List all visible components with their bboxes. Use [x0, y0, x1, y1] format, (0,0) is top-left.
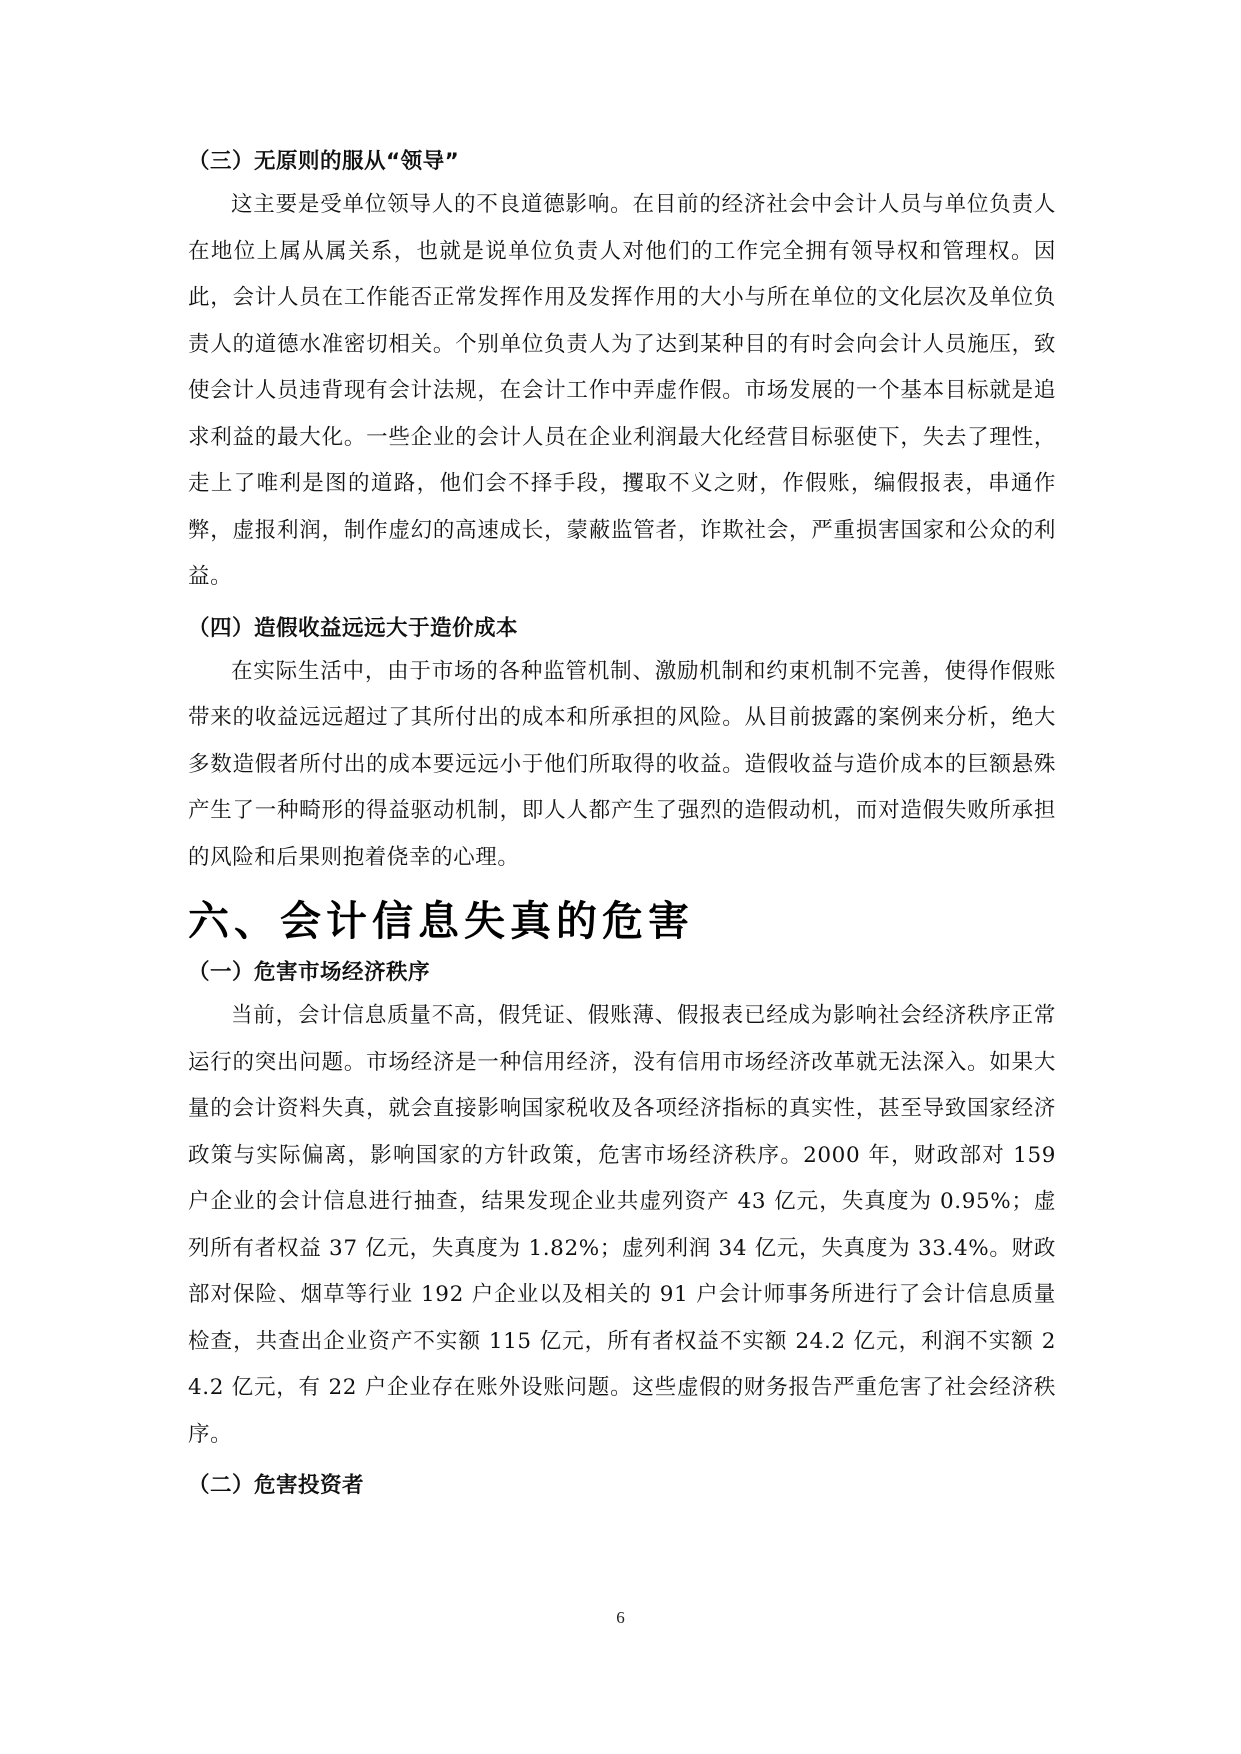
- chapter-title: 六、会计信息失真的危害: [188, 897, 694, 945]
- chapter-section-paragraph-1: 当前，会计信息质量不高，假凭证、假账薄、假报表已经成为影响社会经济秩序正常运行的突出问题。市场经济是一种信用经济，没有信用市场经济改革就无法深入。如果大量的会计资料失真，就会直接影响国家税收及各项经济指标的真实性，甚至导致国家经济政策与实际偏离，影响国家的方针政策，危害市场经济秩序。2000 年，财政部对 159 户企业的会计信息进行抽查，结果发现企业共虚列资产 43 亿元，失真度为 0.95%；虚列所有者权益 37 亿元，失真度为 1.82%；虚列利润 34 亿元，失真度为 33.4%。财政部对保险、烟草等行业 192 户企业以及相关的 91 户会计师事务所进行了会计信息质量检查，共查出企业资产不实额 115 亿元，所有者权益不实额 24.2 亿元，利润不实额 24.2 亿元，有 22 户企业存在账外设账问题。这些虚假的财务报告严重危害了社会经济秩序。: [188, 1003, 1056, 1447]
- section-heading-4: （四）造假收益远远大于造价成本: [188, 615, 519, 641]
- page-content: [188, 142, 1056, 1506]
- page-number: 6: [616, 1608, 625, 1627]
- section-paragraph-4: 在实际生活中，由于市场的各种监管机制、激励机制和约束机制不完善，使得作假账带来的收益远远超过了其所付出的成本和所承担的风险。从目前披露的案例来分析，绝大多数造假者所付出的成本要远远小于他们所取得的收益。造假收益与造价成本的巨额悬殊产生了一种畸形的得益驱动机制，即人人都产生了强烈的造假动机，而对造假失败所承担的风险和后果则抱着侥幸的心理。: [188, 658, 1056, 870]
- section-paragraph-3: 这主要是受单位领导人的不良道德影响。在目前的经济社会中会计人员与单位负责人在地位上属从属关系，也就是说单位负责人对他们的工作完全拥有领导权和管理权。因此，会计人员在工作能否正常发挥作用及发挥作用的大小与所在单位的文化层次及单位负责人的道德水准密切相关。个别单位负责人为了达到某种目的有时会向会计人员施压，致使会计人员违背现有会计法规，在会计工作中弄虚作假。市场发展的一个基本目标就是追求利益的最大化。一些企业的会计人员在企业利润最大化经营目标驱使下，失去了理性，走上了唯利是图的道路，他们会不择手段，攫取不义之财，作假账，编假报表，串通作弊，虚报利润，制作虚幻的高速成长，蒙蔽监管者，诈欺社会，严重损害国家和公众的利益。: [188, 192, 1056, 589]
- chapter-section-heading-1: （一）危害市场经济秩序: [188, 960, 431, 985]
- section-heading-3: （三）无原则的服从“领导”: [188, 149, 460, 174]
- chapter-section-heading-2: （二）危害投资者: [188, 1473, 365, 1498]
